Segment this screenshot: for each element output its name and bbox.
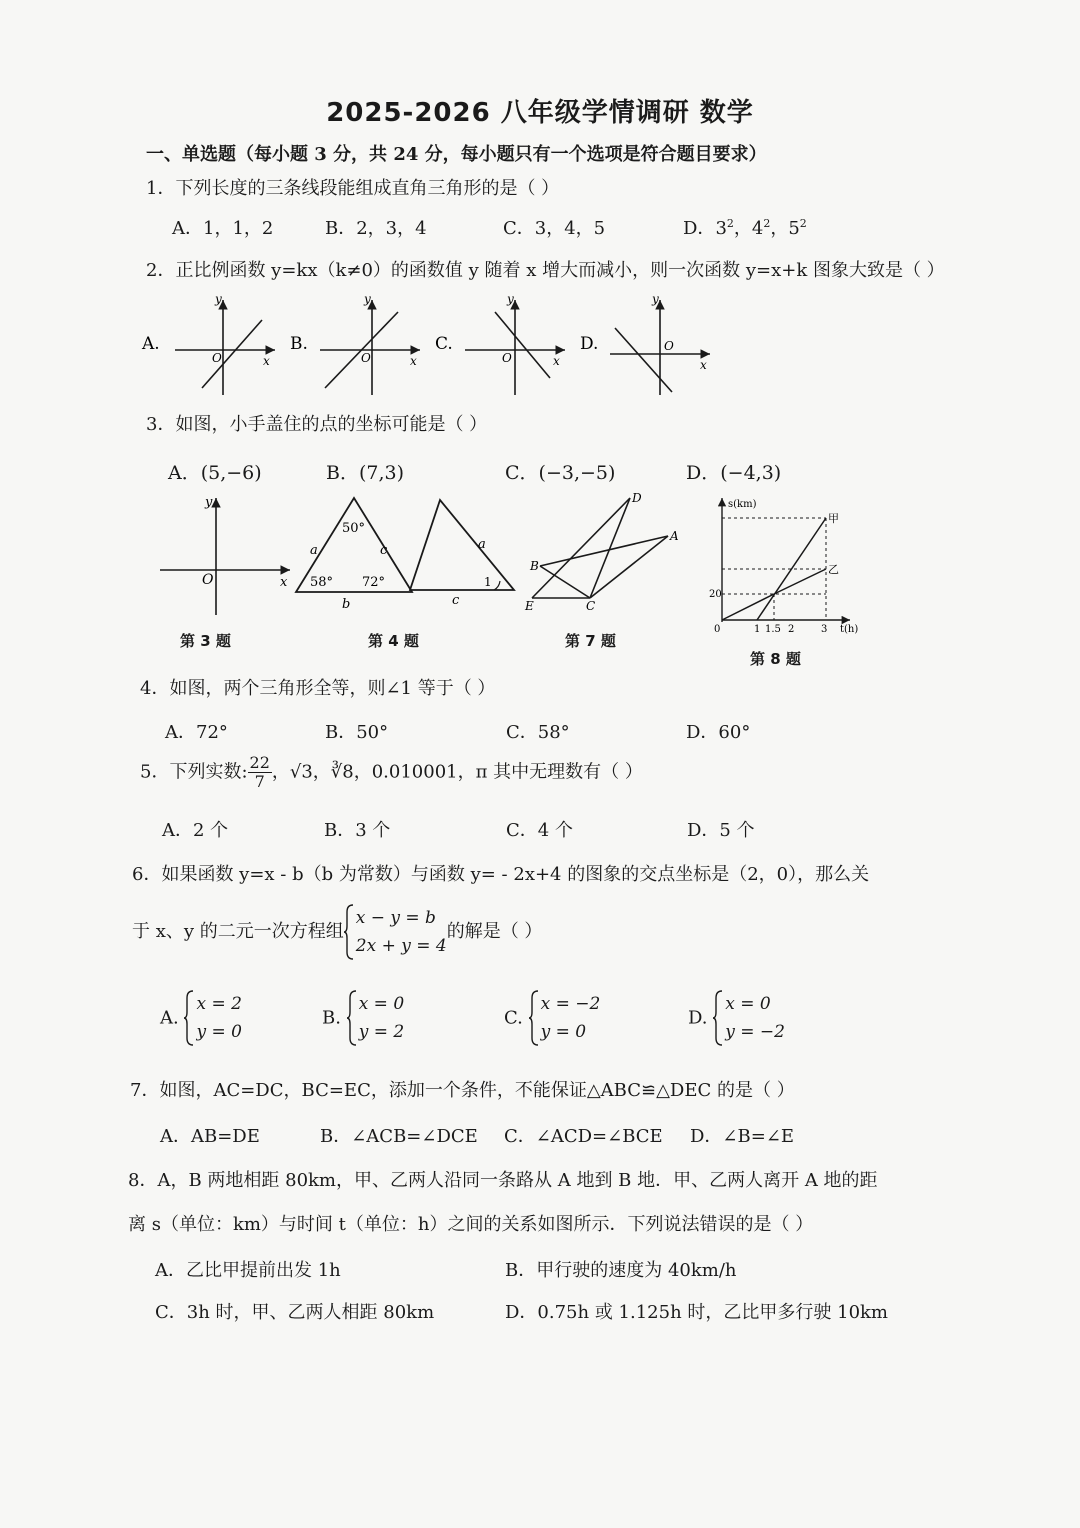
q6-equation-system (344, 904, 447, 960)
q6-d-eq1: x = 0 (725, 994, 771, 1014)
q3-stem: 3．如图，小手盖住的点的坐标可能是（ ） (146, 414, 488, 435)
q1-d-base3: 5 (788, 218, 800, 239)
q1-d-sep1: ， (733, 218, 752, 239)
fig3-y: y (205, 495, 213, 510)
q2-a-x: x (263, 354, 270, 368)
q1-d-base2: 4 (751, 218, 764, 239)
brace-icon (344, 904, 354, 960)
q2-label-a: A. (142, 334, 160, 354)
q8-stem-line2: 离 s（单位：km）与时间 t（单位：h）之间的关系如图所示．下列说法错误的是（ ） (128, 1214, 814, 1235)
fig8-xlabel: t(h) (840, 624, 859, 635)
fig8-x0: 0 (714, 624, 721, 635)
fig4-top-angle: 50° (342, 521, 366, 536)
q6-c-label: C. (504, 1007, 523, 1029)
q2-b-x: x (410, 354, 417, 368)
figure-4-triangle-right (410, 500, 514, 608)
q7-option-c: C．∠ACD=∠BCE (504, 1126, 663, 1147)
fig3-origin: O (202, 572, 214, 588)
q5-option-b: B．3 个 (324, 820, 391, 841)
q7-option-a: A．AB=DE (160, 1126, 260, 1147)
q5-frac-den: 7 (254, 772, 265, 791)
q2-graph-c (465, 292, 565, 395)
q6-d-eq2: y = −2 (725, 1022, 785, 1042)
fig8-x3: 3 (821, 624, 828, 635)
q2-label-d: D. (580, 334, 599, 354)
q6-d-label: D. (688, 1007, 708, 1029)
q7-stem: 7．如图，AC=DC，BC=EC，添加一个条件，不能保证△ABC≌△DEC 的是（ ） (130, 1080, 795, 1101)
q6-a-eq1: x = 2 (196, 994, 242, 1014)
q6-stem2-pre: 于 x、y 的二元一次方程组 (132, 921, 344, 942)
q6-option-c (504, 990, 600, 1046)
q6-a-eq2: y = 0 (196, 1022, 242, 1042)
fig3-x: x (280, 575, 288, 590)
q2-label-c: C. (435, 334, 453, 354)
fig7-E: E (525, 599, 534, 613)
section-heading: 一、单选题（每小题 3 分，共 24 分，每小题只有一个选项是符合题目要求） (146, 144, 767, 165)
q2-c-y: y (507, 292, 514, 306)
q5-frac-num: 22 (249, 753, 270, 772)
q6-stem2-post: 的解是（ ） (446, 921, 543, 942)
q1-option-b: B．2，3，4 (325, 218, 427, 239)
q1-option-d (683, 214, 807, 240)
q5-fraction (248, 754, 272, 791)
q6-sys-eq2: 2x + y = 4 (355, 936, 447, 956)
q8-option-c: C．3h 时，甲、乙两人相距 80km (155, 1302, 435, 1323)
q2-label-b: B. (290, 334, 308, 354)
q2-stem: 2．正比例函数 y=kx（k≠0）的函数值 y 随着 x 增大而减小，则一次函数 y=x+k 图象大致是（ ） (146, 260, 945, 281)
q1-d-exp2: 2 (763, 217, 771, 230)
q2-b-origin: O (361, 351, 371, 365)
fig7-B: B (530, 559, 539, 573)
figure-7-triangles (524, 491, 679, 613)
q6-option-a (160, 990, 242, 1046)
q5-option-c: C．4 个 (506, 820, 573, 841)
brace-icon (529, 990, 539, 1046)
q2-c-x: x (553, 354, 560, 368)
q6-c-system (529, 990, 601, 1046)
figure-4-triangle-left (296, 498, 412, 612)
q2-d-y: y (652, 292, 659, 306)
brace-icon (347, 990, 357, 1046)
q1-option-a: A．1，1，2 (172, 218, 274, 239)
fig4-left-angle: 58° (310, 575, 334, 590)
q8-option-a: A．乙比甲提前出发 1h (155, 1260, 341, 1281)
fig4r-angle-1: 1 (484, 575, 492, 589)
fig8-x1: 1 (754, 624, 761, 635)
caption-fig7: 第 7 题 (565, 632, 616, 650)
caption-fig3: 第 3 题 (180, 632, 231, 650)
fig4-side-a: a (310, 543, 318, 558)
q5-stem-post: ，√3，∛8，0.010001，π 其中无理数有（ ） (271, 761, 643, 783)
q5-stem (140, 754, 643, 791)
figure-3-axes (160, 495, 290, 615)
figure-8-chart (709, 498, 858, 635)
figures-row (150, 490, 870, 640)
q5-option-a: A．2 个 (162, 820, 229, 841)
caption-fig4: 第 4 题 (368, 632, 419, 650)
q4-option-a: A．72° (165, 722, 228, 743)
q6-c-eq2: y = 0 (540, 1022, 587, 1042)
q1-d-prefix: D． (683, 218, 716, 239)
q1-d-sep2: ， (770, 218, 789, 239)
brace-icon (184, 990, 194, 1046)
q8-stem-line1: 8．A，B 两地相距 80km，甲、乙两人沿同一条路从 A 地到 B 地．甲、乙两人离开 A 地的距 (128, 1170, 878, 1191)
q6-option-b (322, 990, 404, 1046)
q4-option-b: B．50° (325, 722, 389, 743)
q2-graph-b (320, 292, 420, 395)
q1-option-c: C．3，4，5 (503, 218, 606, 239)
fig4-side-c: c (380, 543, 388, 558)
fig8-jia: 甲 (828, 512, 839, 525)
fig7-D: D (632, 491, 642, 505)
q6-stem-line2 (132, 904, 542, 960)
brace-icon (713, 990, 723, 1046)
fig8-ylabel: s(km) (728, 499, 757, 510)
q1-d-base1: 3 (715, 218, 727, 239)
fig4r-side-c: c (452, 593, 460, 608)
fig4-side-b: b (342, 597, 351, 612)
q2-d-origin: O (664, 339, 674, 353)
q4-option-d: D．60° (686, 722, 751, 743)
q6-a-label: A. (160, 1007, 179, 1029)
q3-option-d: D．(−4,3) (686, 462, 782, 484)
q5-stem-pre: 5．下列实数: (140, 761, 248, 783)
q3-option-c: C．(−3,−5) (505, 462, 616, 484)
q2-graph-d (610, 292, 710, 395)
q6-c-eq1: x = −2 (540, 994, 601, 1014)
fig7-C: C (586, 599, 596, 613)
q2-d-x: x (700, 358, 707, 372)
q6-b-system (347, 990, 404, 1046)
q4-stem: 4．如图，两个三角形全等，则∠1 等于（ ） (140, 678, 496, 699)
q1-stem: 1．下列长度的三条线段能组成直角三角形的是（ ） (146, 178, 560, 199)
q6-stem-line1: 6．如果函数 y=x - b（b 为常数）与函数 y= - 2x+4 的图象的交点坐标是（2，0），那么关 (132, 864, 870, 885)
fig8-y20: 20 (709, 589, 722, 600)
fig8-x15: 1.5 (765, 624, 781, 635)
q5-option-d: D．5 个 (687, 820, 755, 841)
q6-b-label: B. (322, 1007, 341, 1029)
page-title: 2025-2026 八年级学情调研 数学 (326, 98, 754, 128)
q2-a-y: y (215, 292, 222, 306)
q7-option-b: B．∠ACB=∠DCE (320, 1126, 478, 1147)
fig4-right-angle: 72° (362, 575, 386, 590)
fig8-yi: 乙 (828, 563, 839, 576)
q2-c-origin: O (502, 351, 512, 365)
q2-b-y: y (364, 292, 371, 306)
q4-option-c: C．58° (506, 722, 570, 743)
q6-d-system (713, 990, 785, 1046)
q6-b-eq2: y = 2 (358, 1022, 405, 1042)
q1-d-exp3: 2 (799, 217, 807, 230)
caption-fig8: 第 8 题 (750, 650, 801, 668)
q2-graphs (140, 290, 720, 400)
q2-a-origin: O (212, 351, 222, 365)
q2-graph-a (175, 292, 275, 395)
q6-b-eq1: x = 0 (358, 994, 405, 1014)
fig7-A: A (670, 529, 679, 543)
fig8-x2: 2 (788, 624, 795, 635)
q7-option-d: D．∠B=∠E (690, 1126, 795, 1147)
q3-option-a: A．(5,−6) (168, 462, 262, 484)
q6-option-d (688, 990, 785, 1046)
q6-sys-eq1: x − y = b (355, 908, 436, 928)
fig4r-side-a: a (478, 537, 486, 552)
q6-a-system (184, 990, 241, 1046)
q8-option-b: B．甲行驶的速度为 40km/h (505, 1260, 737, 1281)
q1-d-exp1: 2 (726, 217, 734, 230)
q8-option-d: D．0.75h 或 1.125h 时，乙比甲多行驶 10km (505, 1302, 888, 1323)
q3-option-b: B．(7,3) (326, 462, 405, 484)
